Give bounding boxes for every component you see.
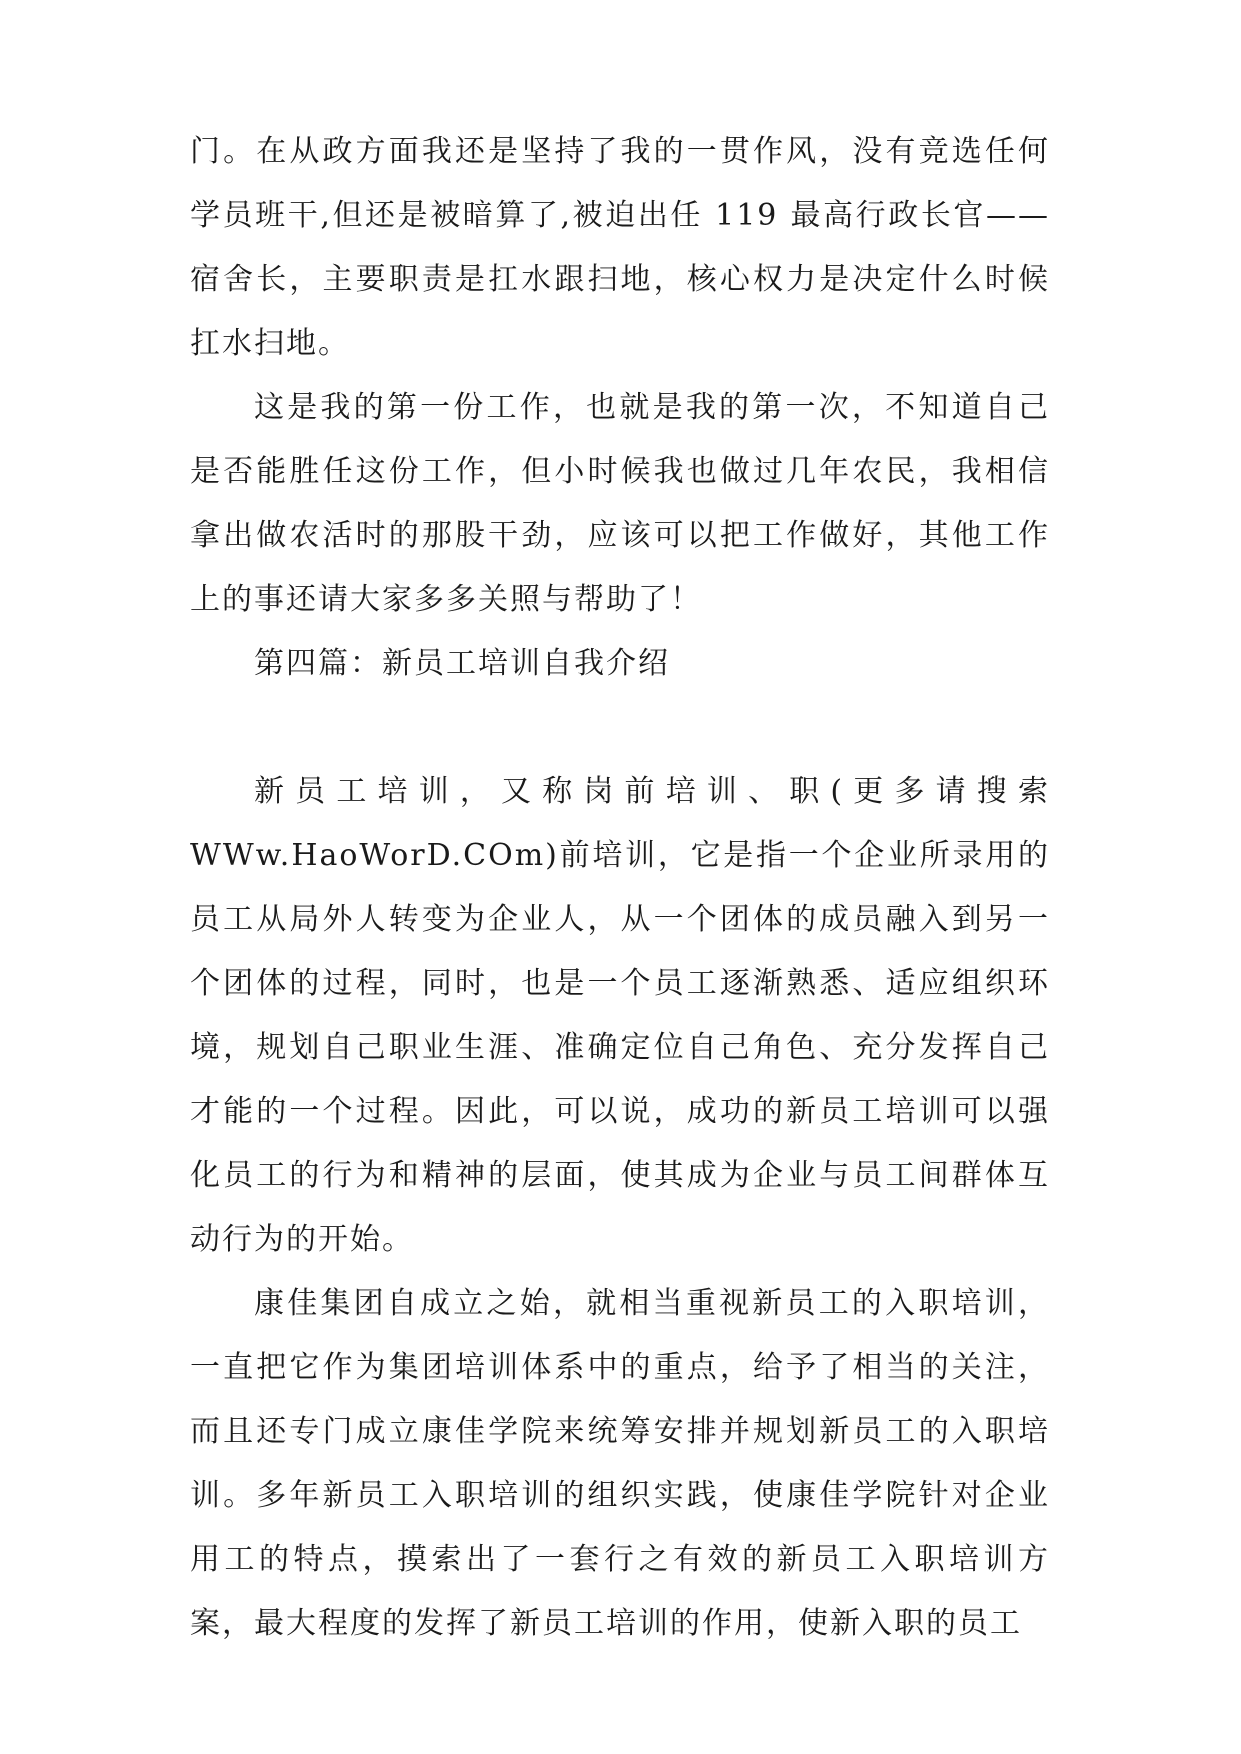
- blank-line: [190, 696, 1050, 760]
- paragraph-training-definition: 新员工培训，又称岗前培训、职(更多请搜索WWw.HaoWorD.COm)前培训，它是指一个企业所录用的员工从局外人转变为企业人，从一个团体的成员融入到另一个团体的过程，同时，也是一个员工逐渐熟悉、适应组织环境，规划自己职业生涯、准确定位自己角色、充分发挥自己才能的一个过程。因此，可以说，成功的新员工培训可以强化员工的行为和精神的层面，使其成为企业与员工间群体互动行为的开始。: [190, 774, 1050, 1257]
- paragraph-first-job: 这是我的第一份工作，也就是我的第一次，不知道自己是否能胜任这份工作，但小时候我也做过几年农民，我相信拿出做农活时的那股干劲，应该可以把工作做好，其他工作上的事还请大家多多关照与帮助了！: [190, 390, 1050, 617]
- section-heading: 第四篇：新员工培训自我介绍: [254, 646, 670, 681]
- paragraph-continuation: 门。在从政方面我还是坚持了我的一贯作风，没有竞选任何学员班干,但还是被暗算了,被迫出任 119 最高行政长官——宿舍长，主要职责是扛水跟扫地，核心权力是决定什么时候扛水扫地。: [190, 134, 1050, 361]
- document-body: [190, 120, 1050, 1656]
- paragraph-konka-training: 康佳集团自成立之始，就相当重视新员工的入职培训，一直把它作为集团培训体系中的重点，给予了相当的关注，而且还专门成立康佳学院来统筹安排并规划新员工的入职培训。多年新员工入职培训的组织实践，使康佳学院针对企业用工的特点，摸索出了一套行之有效的新员工入职培训方案，最大程度的发挥了新员工培训的作用，使新入职的员工: [190, 1286, 1050, 1641]
